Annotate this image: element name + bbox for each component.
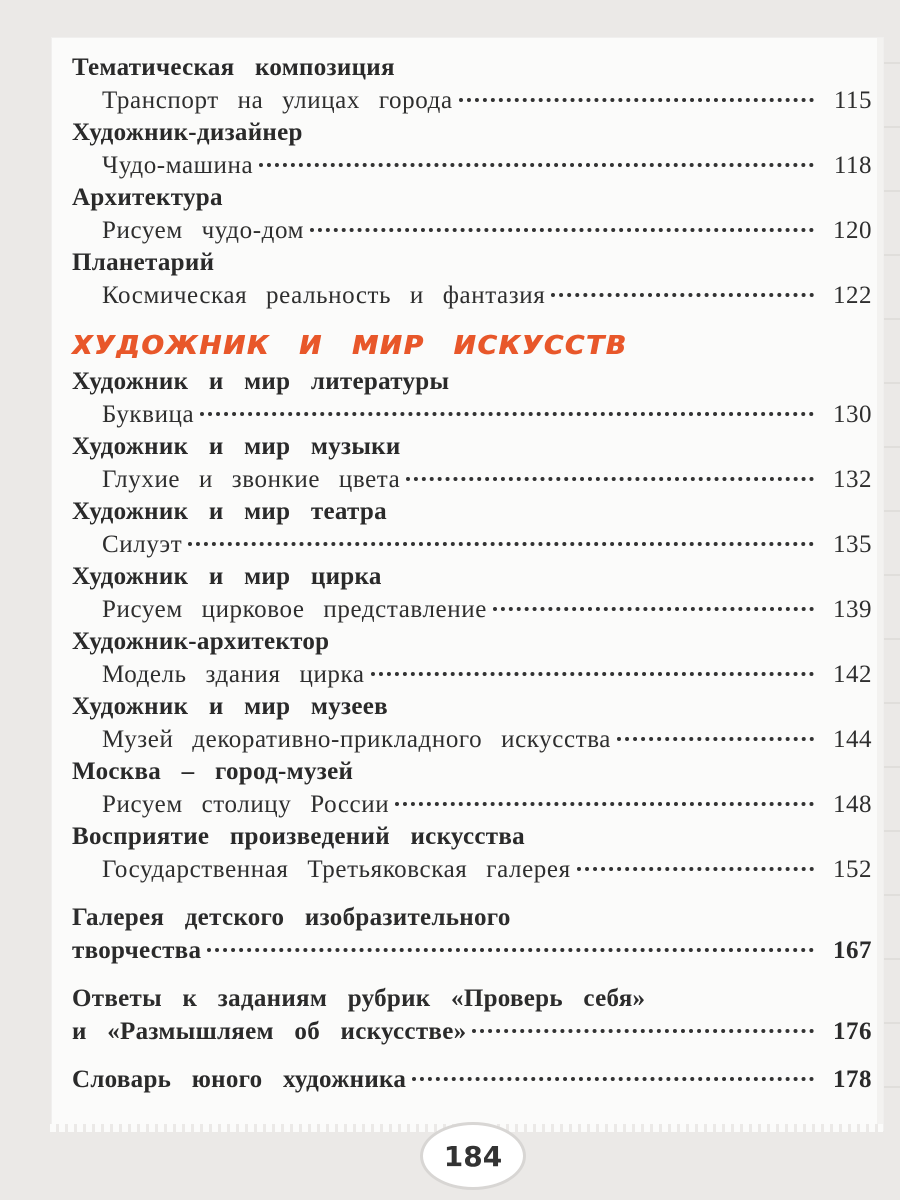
toc-heading: Художник-архитектор [72, 628, 330, 655]
toc-heading-continued: творчества 167 [72, 935, 872, 968]
toc-page-number: 144 [833, 725, 872, 753]
dot-leader [310, 228, 814, 232]
toc-item[interactable]: Космическая реальность и фантазия 122 [72, 280, 872, 313]
toc-heading: Планетарий [72, 249, 215, 276]
toc-item[interactable]: Рисуем цирковое представление 139 [72, 594, 872, 627]
dot-leader [617, 737, 814, 741]
toc-entry-gallery[interactable] [72, 902, 872, 967]
toc-entry [72, 821, 872, 886]
toc-heading: Восприятие произведений искусства [72, 823, 525, 850]
dot-leader [412, 1077, 814, 1081]
toc-entry-dictionary[interactable] [72, 1064, 872, 1097]
toc-item[interactable]: Силуэт 135 [72, 529, 872, 562]
toc-item[interactable]: Буквица 130 [72, 399, 872, 432]
toc-entry [72, 182, 872, 247]
dot-leader [406, 477, 814, 481]
dot-leader [472, 1029, 814, 1033]
toc-heading: Архитектура [72, 184, 223, 211]
toc-heading: Галерея детского изобразительного [72, 904, 511, 931]
toc-page-number: 132 [833, 465, 872, 493]
toc-item[interactable]: Музей декоративно-прикладного искусства 144 [72, 724, 872, 757]
toc-heading: Художник и мир музыки [72, 433, 401, 460]
toc-page-number: 178 [833, 1066, 872, 1093]
toc-page-number: 152 [833, 855, 872, 883]
toc-heading: Художник и мир цирка [72, 563, 382, 590]
toc-item[interactable]: Чудо-машина 118 [72, 150, 872, 183]
toc-item[interactable]: Государственная Третьяковская галерея 152 [72, 854, 872, 887]
toc-item[interactable]: Рисуем чудо-дом 120 [72, 215, 872, 248]
toc-entry [72, 431, 872, 496]
dot-leader [371, 672, 814, 676]
toc-page-number: 135 [833, 530, 872, 558]
toc-entry [72, 52, 872, 117]
table-of-contents [72, 52, 872, 1097]
section-title: ХУДОЖНИК И МИР ИСКУССТВ [72, 331, 628, 361]
toc-item[interactable]: Транспорт на улицах города 115 [72, 85, 872, 118]
dot-leader [493, 607, 814, 611]
dot-leader [459, 98, 814, 102]
toc-entry-answers[interactable] [72, 983, 872, 1048]
toc-page-number: 176 [833, 1017, 872, 1045]
toc-entry [72, 496, 872, 561]
toc-entry [72, 691, 872, 756]
dot-leader [207, 948, 814, 952]
dot-leader [188, 542, 814, 546]
toc-page-number: 148 [833, 790, 872, 818]
toc-heading: Художник и мир музеев [72, 693, 388, 720]
toc-heading: Словарь юного художника 178 [72, 1064, 872, 1097]
page-number-badge: 184 [420, 1122, 526, 1190]
toc-heading: Художник и мир театра [72, 498, 387, 525]
toc-heading: Ответы к заданиям рубрик «Проверь себя» [72, 985, 646, 1012]
toc-page-number: 139 [833, 595, 872, 623]
dot-leader [259, 163, 814, 167]
toc-page-number: 120 [833, 216, 872, 244]
dot-leader [200, 412, 814, 416]
toc-page-number: 115 [833, 86, 872, 114]
toc-heading: Художник и мир литературы [72, 368, 450, 395]
toc-item[interactable]: Рисуем столицу России 148 [72, 789, 872, 822]
toc-heading: Художник-дизайнер [72, 119, 303, 146]
toc-entry [72, 366, 872, 431]
toc-entry [72, 756, 872, 821]
toc-entry [72, 117, 872, 182]
dot-leader [551, 293, 814, 297]
dot-leader [395, 802, 814, 806]
toc-page-number: 167 [833, 936, 872, 964]
toc-entry [72, 561, 872, 626]
toc-page-number: 142 [833, 660, 872, 688]
toc-page-number: 130 [833, 400, 872, 428]
toc-entry [72, 626, 872, 691]
toc-entry [72, 247, 872, 312]
toc-page-number: 122 [833, 281, 872, 309]
toc-item[interactable]: Глухие и звонкие цвета 132 [72, 464, 872, 497]
toc-item[interactable]: Модель здания цирка 142 [72, 659, 872, 692]
toc-page-number: 118 [833, 151, 872, 179]
dot-leader [577, 867, 814, 871]
toc-heading: Москва – город-музей [72, 758, 354, 785]
toc-heading: Тематическая композиция [72, 54, 395, 81]
toc-heading-continued: и «Размышляем об искусстве» 176 [72, 1016, 872, 1049]
